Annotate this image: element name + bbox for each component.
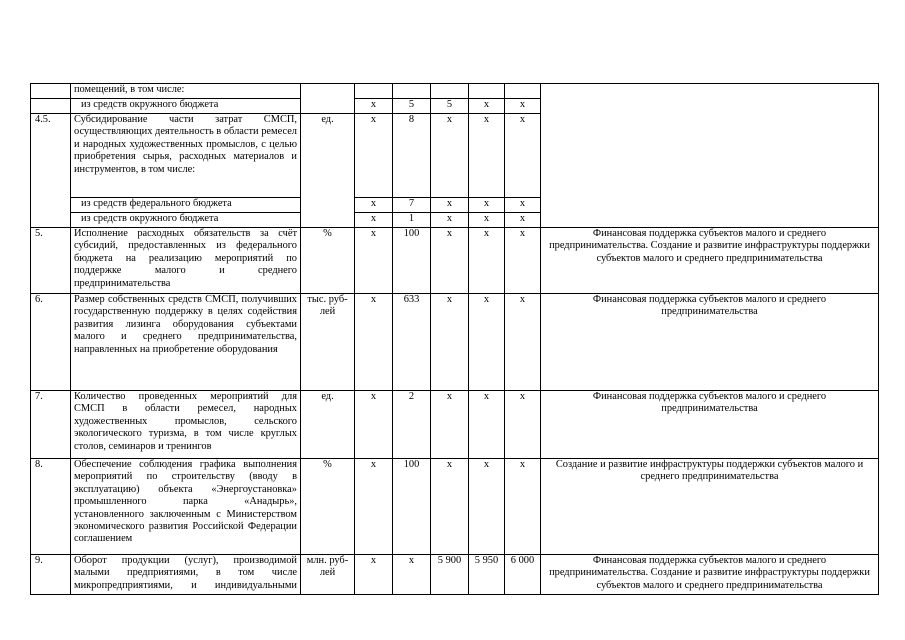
row-number-cell — [31, 99, 71, 114]
value-cell-1: х — [355, 391, 393, 459]
value-cell-3: х — [431, 114, 469, 198]
program-cell: Финансовая поддержка субъектов малого и среднего предпринимательства. Создание и развитие инфраструктуры поддержки субъектов малого и среднего предпринимательства — [541, 555, 879, 595]
value-cell-5: х — [505, 391, 541, 459]
indicator-name-cell: из средств окружного бюджета — [71, 213, 301, 228]
value-cell-1: х — [355, 459, 393, 555]
value-cell-3: х — [431, 391, 469, 459]
value-cell-3 — [431, 84, 469, 99]
value-cell-2: 1 — [393, 213, 431, 228]
unit-cell: % — [301, 228, 355, 294]
table-row — [31, 228, 879, 294]
indicator-name-cell: Исполнение расходных обязательств за счёт субсидий, предоставленных из федерального бюджета на реализацию мероприятий по поддержке малого и среднего предпринимательства — [71, 228, 301, 294]
value-cell-1: х — [355, 114, 393, 198]
row-number-cell: 4.5. — [31, 114, 71, 228]
value-cell-5: х — [505, 294, 541, 391]
indicator-name-cell: из средств федерального бюджета — [71, 198, 301, 213]
value-cell-4 — [469, 84, 505, 99]
value-cell-4: х — [469, 198, 505, 213]
table-row — [31, 294, 879, 391]
value-cell-5 — [505, 84, 541, 99]
program-cell: Финансовая поддержка субъектов малого и среднего предпринимательства — [541, 294, 879, 391]
row-number-cell: 6. — [31, 294, 71, 391]
value-cell-3: х — [431, 294, 469, 391]
value-cell-1: х — [355, 228, 393, 294]
value-cell-3: 5 900 — [431, 555, 469, 595]
value-cell-2: 100 — [393, 459, 431, 555]
value-cell-3: 5 — [431, 99, 469, 114]
value-cell-3: х — [431, 228, 469, 294]
value-cell-2 — [393, 84, 431, 99]
unit-cell: ед. — [301, 391, 355, 459]
row-number-cell: 7. — [31, 391, 71, 459]
value-cell-4: х — [469, 228, 505, 294]
value-cell-5: 6 000 — [505, 555, 541, 595]
indicator-name-cell: Размер собственных средств СМСП, получивших государственную поддержку в целях содействия развития лизинга оборудования субъектами малого и среднего предпринимательства, направленных на приобретение оборудования — [71, 294, 301, 391]
value-cell-2: 8 — [393, 114, 431, 198]
value-cell-1 — [355, 84, 393, 99]
value-cell-2: х — [393, 555, 431, 595]
unit-cell — [301, 84, 355, 114]
indicator-name-cell: Обеспечение соблюдения графика выполнения мероприятий по строительству (вводу в эксплуатацию) объекта «Энергоустановка» промышленного парка «Анадырь», установленного заключенным с Министерством экономического развития Российской Федерации соглашением — [71, 459, 301, 555]
indicator-name-cell: Количество проведенных мероприятий для СМСП в области ремесел, народных художественных промыслов, сельского экологического туризма, в том числе круглых столов, семинаров и тренингов — [71, 391, 301, 459]
value-cell-2: 7 — [393, 198, 431, 213]
row-number-cell: 9. — [31, 555, 71, 595]
unit-cell: ед. — [301, 114, 355, 228]
value-cell-3: х — [431, 198, 469, 213]
unit-cell: % — [301, 459, 355, 555]
unit-cell: млн. руб-лей — [301, 555, 355, 595]
indicator-name-cell: Оборот продукции (услуг), производимой малыми предприятиями, в том числе микропредприятиями, и индивидуальными — [71, 555, 301, 595]
value-cell-3: х — [431, 459, 469, 555]
table-row — [31, 555, 879, 595]
value-cell-3: х — [431, 213, 469, 228]
value-cell-4: х — [469, 213, 505, 228]
program-cell: Финансовая поддержка субъектов малого и среднего предпринимательства — [541, 391, 879, 459]
value-cell-1: х — [355, 99, 393, 114]
value-cell-5: х — [505, 99, 541, 114]
value-cell-5: х — [505, 114, 541, 198]
indicator-name-cell: из средств окружного бюджета — [71, 99, 301, 114]
program-cell: Создание и развитие инфраструктуры поддержки субъектов малого и среднего предпринимательства — [541, 459, 879, 555]
value-cell-2: 100 — [393, 228, 431, 294]
indicators-table — [30, 83, 879, 595]
row-number-cell — [31, 84, 71, 99]
value-cell-2: 5 — [393, 99, 431, 114]
value-cell-1: х — [355, 198, 393, 213]
value-cell-4: х — [469, 459, 505, 555]
value-cell-2: 633 — [393, 294, 431, 391]
value-cell-4: х — [469, 391, 505, 459]
value-cell-5: х — [505, 228, 541, 294]
value-cell-1: х — [355, 213, 393, 228]
value-cell-4: х — [469, 99, 505, 114]
value-cell-4: х — [469, 114, 505, 198]
program-cell: Финансовая поддержка субъектов малого и среднего предпринимательства. Создание и развитие инфраструктуры поддержки субъектов малого и среднего предпринимательства — [541, 228, 879, 294]
table-row — [31, 459, 879, 555]
unit-cell: тыс. руб-лей — [301, 294, 355, 391]
value-cell-2: 2 — [393, 391, 431, 459]
value-cell-1: х — [355, 294, 393, 391]
indicator-name-cell: помещений, в том числе: — [71, 84, 301, 99]
value-cell-4: х — [469, 294, 505, 391]
row-number-cell: 5. — [31, 228, 71, 294]
indicator-name-cell: Субсидирование части затрат СМСП, осуществляющих деятельность в области ремесел и народных художественных промыслов, с целью приобретения сырья, расходных материалов и инструментов, в том числе: — [71, 114, 301, 198]
value-cell-4: 5 950 — [469, 555, 505, 595]
table-row — [31, 391, 879, 459]
value-cell-1: х — [355, 555, 393, 595]
table-row — [31, 84, 879, 99]
value-cell-5: х — [505, 198, 541, 213]
document-page — [30, 83, 879, 595]
program-cell — [541, 84, 879, 228]
value-cell-5: х — [505, 213, 541, 228]
value-cell-5: х — [505, 459, 541, 555]
row-number-cell: 8. — [31, 459, 71, 555]
